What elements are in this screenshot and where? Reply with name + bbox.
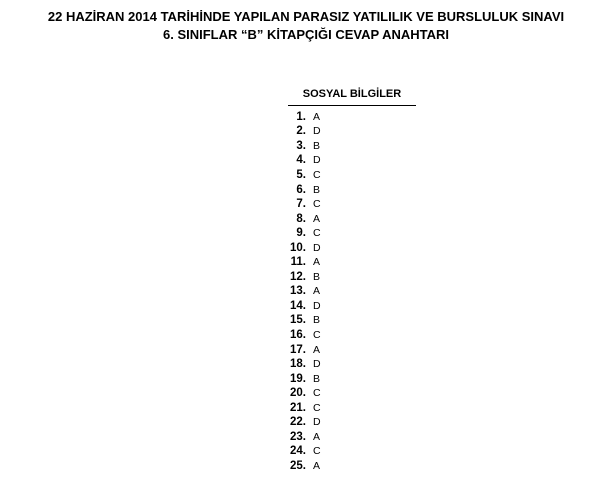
answer-row [262, 299, 321, 314]
answer-letter: D [313, 125, 321, 138]
answer-letter: B [313, 139, 321, 152]
question-number: 1. [296, 110, 306, 123]
answer-letter: A [313, 459, 321, 472]
question-number: 12. [290, 270, 306, 283]
answer-letter: C [313, 387, 321, 400]
question-number: 8. [296, 212, 306, 225]
answer-letter: B [313, 314, 321, 327]
answer-row [262, 386, 321, 401]
question-number: 4. [296, 154, 306, 167]
question-number: 5. [296, 168, 306, 181]
answer-letter: C [313, 328, 321, 341]
question-number: 9. [296, 227, 306, 240]
answer-row [262, 139, 321, 154]
question-number: 16. [290, 328, 306, 341]
question-number: 11. [290, 256, 306, 269]
question-number: 23. [290, 430, 306, 443]
answer-row [262, 459, 321, 474]
answer-row [262, 430, 321, 445]
answer-letter: A [313, 256, 321, 269]
answer-letter: C [313, 198, 321, 211]
answer-row [262, 445, 321, 460]
question-number: 6. [296, 183, 306, 196]
answer-letter: D [313, 241, 321, 254]
answer-letter: D [313, 358, 321, 371]
section-heading: SOSYAL BİLGİLER [302, 88, 402, 100]
section-divider [288, 105, 416, 106]
answer-row [262, 285, 321, 300]
answer-row [262, 125, 321, 140]
answer-row [262, 328, 321, 343]
answer-letter: B [313, 183, 321, 196]
answer-row [262, 270, 321, 285]
answer-letter: C [313, 445, 321, 458]
question-number: 21. [290, 401, 306, 414]
answer-letter: C [313, 401, 321, 414]
question-number: 7. [296, 198, 306, 211]
answer-row [262, 183, 321, 198]
question-number: 17. [290, 343, 306, 356]
answer-letter: A [313, 430, 321, 443]
question-number: 19. [290, 372, 306, 385]
answer-key-list [262, 110, 321, 474]
answer-letter: A [313, 110, 321, 123]
answer-letter: B [313, 270, 321, 283]
answer-row [262, 197, 321, 212]
answer-letter: D [313, 299, 321, 312]
answer-row [262, 154, 321, 169]
question-number: 15. [290, 314, 306, 327]
answer-row [262, 255, 321, 270]
question-number: 3. [296, 139, 306, 152]
document-title: 22 HAZİRAN 2014 TARİHİNDE YAPILAN PARASIZ YATILILIK VE BURSLULUK SINAVI [47, 9, 565, 24]
answer-row [262, 212, 321, 227]
answer-letter: C [313, 168, 321, 181]
answer-row [262, 241, 321, 256]
answer-letter: D [313, 154, 321, 167]
answer-letter: B [313, 372, 321, 385]
question-number: 10. [290, 241, 306, 254]
question-number: 20. [290, 387, 306, 400]
answer-row [262, 357, 321, 372]
answer-row [262, 415, 321, 430]
answer-row [262, 372, 321, 387]
answer-row [262, 314, 321, 329]
answer-letter: D [313, 416, 321, 429]
question-number: 2. [296, 125, 306, 138]
question-number: 25. [290, 459, 306, 472]
answer-row [262, 168, 321, 183]
answer-letter: A [313, 343, 321, 356]
question-number: 24. [290, 445, 306, 458]
answer-letter: A [313, 212, 321, 225]
question-number: 22. [290, 416, 306, 429]
document-subtitle: 6. SINIFLAR “B” KİTAPÇIĞI CEVAP ANAHTARI [162, 27, 449, 42]
answer-row [262, 110, 321, 125]
answer-row [262, 226, 321, 241]
answer-row [262, 401, 321, 416]
question-number: 14. [290, 299, 306, 312]
question-number: 13. [290, 285, 306, 298]
answer-letter: C [313, 227, 321, 240]
answer-row [262, 343, 321, 358]
question-number: 18. [290, 358, 306, 371]
answer-letter: A [313, 285, 321, 298]
